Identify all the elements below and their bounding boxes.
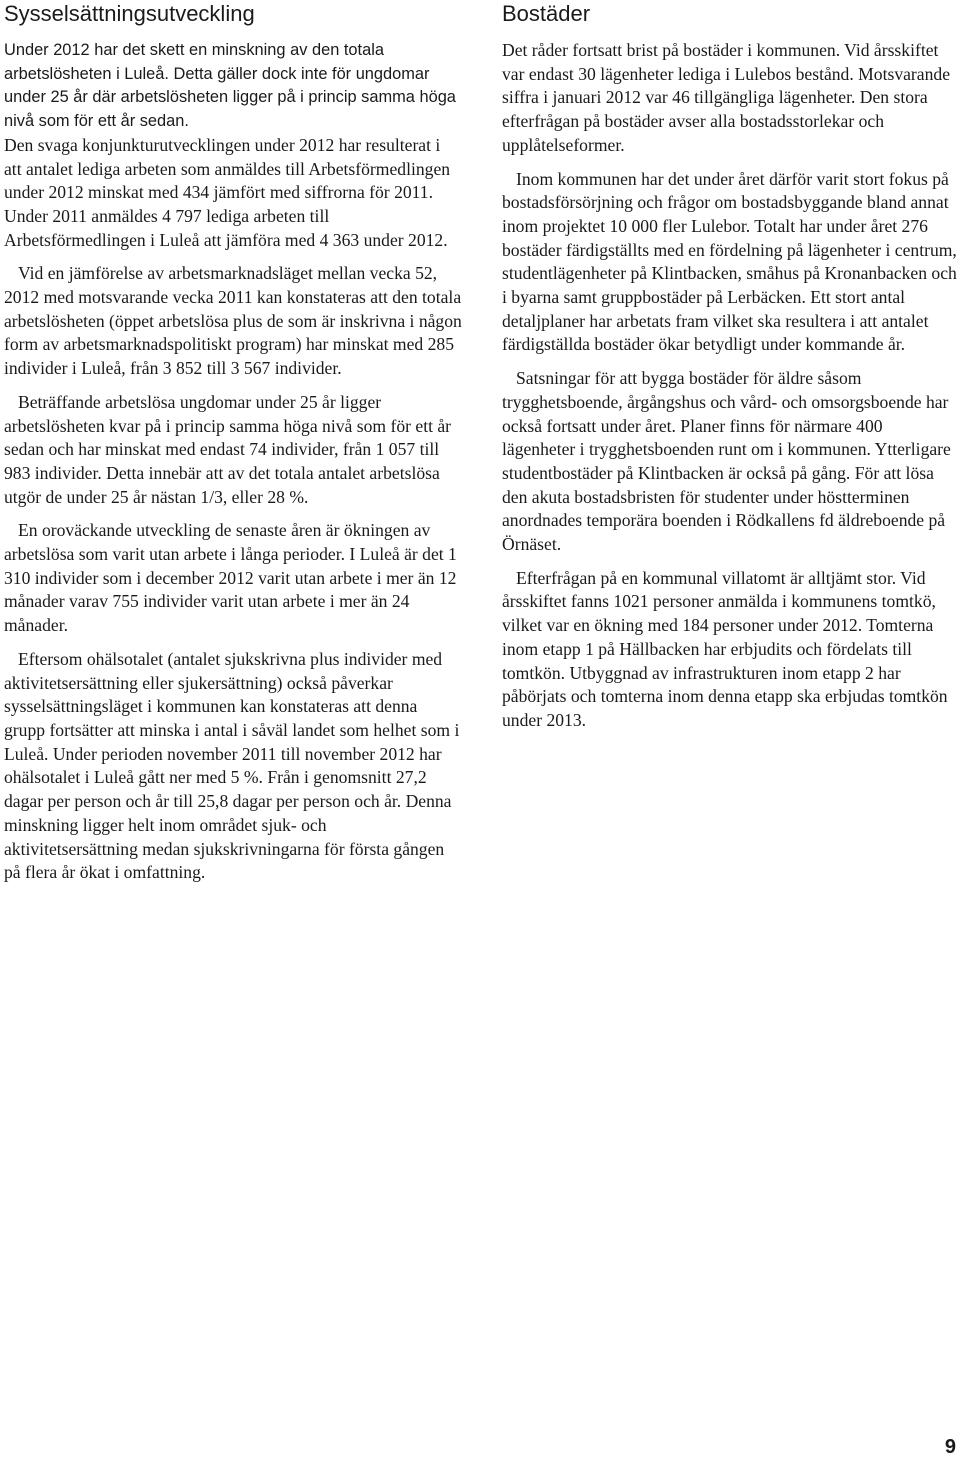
paragraph-employment-intro: Under 2012 har det skett en minskning av den totala arbetslösheten i Luleå. Detta gäller dock inte för ungdomar under 25 år där arbetslösheten ligger på i princip samma höga nivå som för ett år sedan. (4, 41, 456, 131)
paragraph-labour-market-comparison: Vid en jämförelse av arbetsmarknadsläget mellan vecka 52, 2012 med motsvarande vecka 2011 kan konstateras att den totala arbetslösheten (öppet arbetslösa plus de som är inskrivna i någon form av arbetsmarknadspolitiskt program) har minskat med 285 individer i Luleå, från 3 852 till 3 567 individer. (4, 263, 462, 379)
section-heading-employment: Sysselsättningsutveckling (4, 1, 255, 26)
right-column (502, 0, 958, 743)
paragraph-economic-trend: Den svaga konjunkturutvecklingen under 2012 har resulterat i att antalet lediga arbeten som anmäldes till Arbetsförmedlingen under 2012 minskat med 434 jämfört med siffrorna för 2011. Under 2011 anmäldes 4 797 lediga arbeten till Arbetsförmedlingen i Luleå att jämföra med 4 363 under 2012. (4, 134, 451, 250)
paragraph-housing-construction: Inom kommunen har det under året därför varit stort fokus på bostadsförsörjning och frågor om bostadsbyggande bland annat inom projektet 10 000 fler Lulebor. Totalt har under året 276 bostäder färdigställts med en fördelning på lägenheter i centrum, studentlägenheter på Klintbacken, småhus på Kronanbacken och i byarna samt gruppbostäder på Lerbäcken. Ett stort antal detaljplaner har arbetats fram vilket ska resultera i att antalet färdigställda bostäder ökar betydligt under kommande år. (502, 168, 957, 355)
paragraph-long-term-unemployment: En oroväckande utveckling de senaste åren är ökningen av arbetslösa som varit utan arbete i långa perioder. I Luleå är det 1 310 individer som i december 2012 varit utan arbete i mer än 12 månader varav 755 individer varit utan arbete i mer än 24 månader. (4, 520, 457, 636)
paragraph-villa-plots: Efterfrågan på en kommunal villatomt är alltjämt stor. Vid årsskiftet fanns 1021 personer anmälda i kommunens tomtkö, vilket var en ökning med 184 personer under 2012. Tomterna inom etapp 1 på Hällbacken har erbjudits och fördelats till tomtkön. Utbyggnad av infrastrukturen inom etapp 2 har påbörjats och tomterna inom denna etapp ska erbjudas tomtkön under 2013. (502, 567, 948, 730)
paragraph-sick-leave: Eftersom ohälsotalet (antalet sjukskrivna plus individer med aktivitetsersättning eller sjukersättning) också påverkar sysselsättningsläget i kommunen kan konstateras att denna grupp fortsätter att minska i antal i såväl landet som helhet som i Luleå. Under perioden november 2011 till november 2012 har ohälsotalet i Luleå gått ner med 5 %. Från i genomsnitt 27,2 dagar per person och år till 25,8 dagar per person och år. Denna minskning ligger helt inom området sjuk- och aktivitetsersättning medan sjukskrivningarna för första gången på flera år ökat i omfattning. (4, 648, 460, 883)
paragraph-elderly-student-housing: Satsningar för att bygga bostäder för äldre såsom trygghetsboende, årgångshus och vård- och omsorgsboende har också fortsatt under året. Planer finns för närmare 400 lägenheter i trygghetsboenden runt om i kommunen. Ytterligare studentbostäder på Klintbacken är också på gång. För att lösa den akuta bostadsbristen för studenter under höstterminen anordnades temporära boenden i Rödkallens fd äldreboende på Örnäset. (502, 368, 951, 555)
page-number: 9 (944, 1436, 956, 1458)
paragraph-housing-shortage: Det råder fortsatt brist på bostäder i kommunen. Vid årsskiftet var endast 30 lägenheter lediga i Lulebos bestånd. Motsvarande siffra i januari 2012 var 46 tillgängliga lägenheter. Den stora efterfrågan på bostäder avser alla bostadsstorlekar och upplåtelseformer. (502, 40, 951, 155)
left-column (4, 0, 462, 895)
section-heading-housing: Bostäder (502, 1, 591, 26)
paragraph-youth-unemployment: Beträffande arbetslösa ungdomar under 25 år ligger arbetslösheten kvar på i princip samma höga nivå som för ett år sedan och har minskat med endast 74 individer, från 1 057 till 983 individer. Detta innebär att av det totala antalet arbetslösa utgör de under 25 år nästan 1/3, eller 28 %. (4, 391, 452, 507)
